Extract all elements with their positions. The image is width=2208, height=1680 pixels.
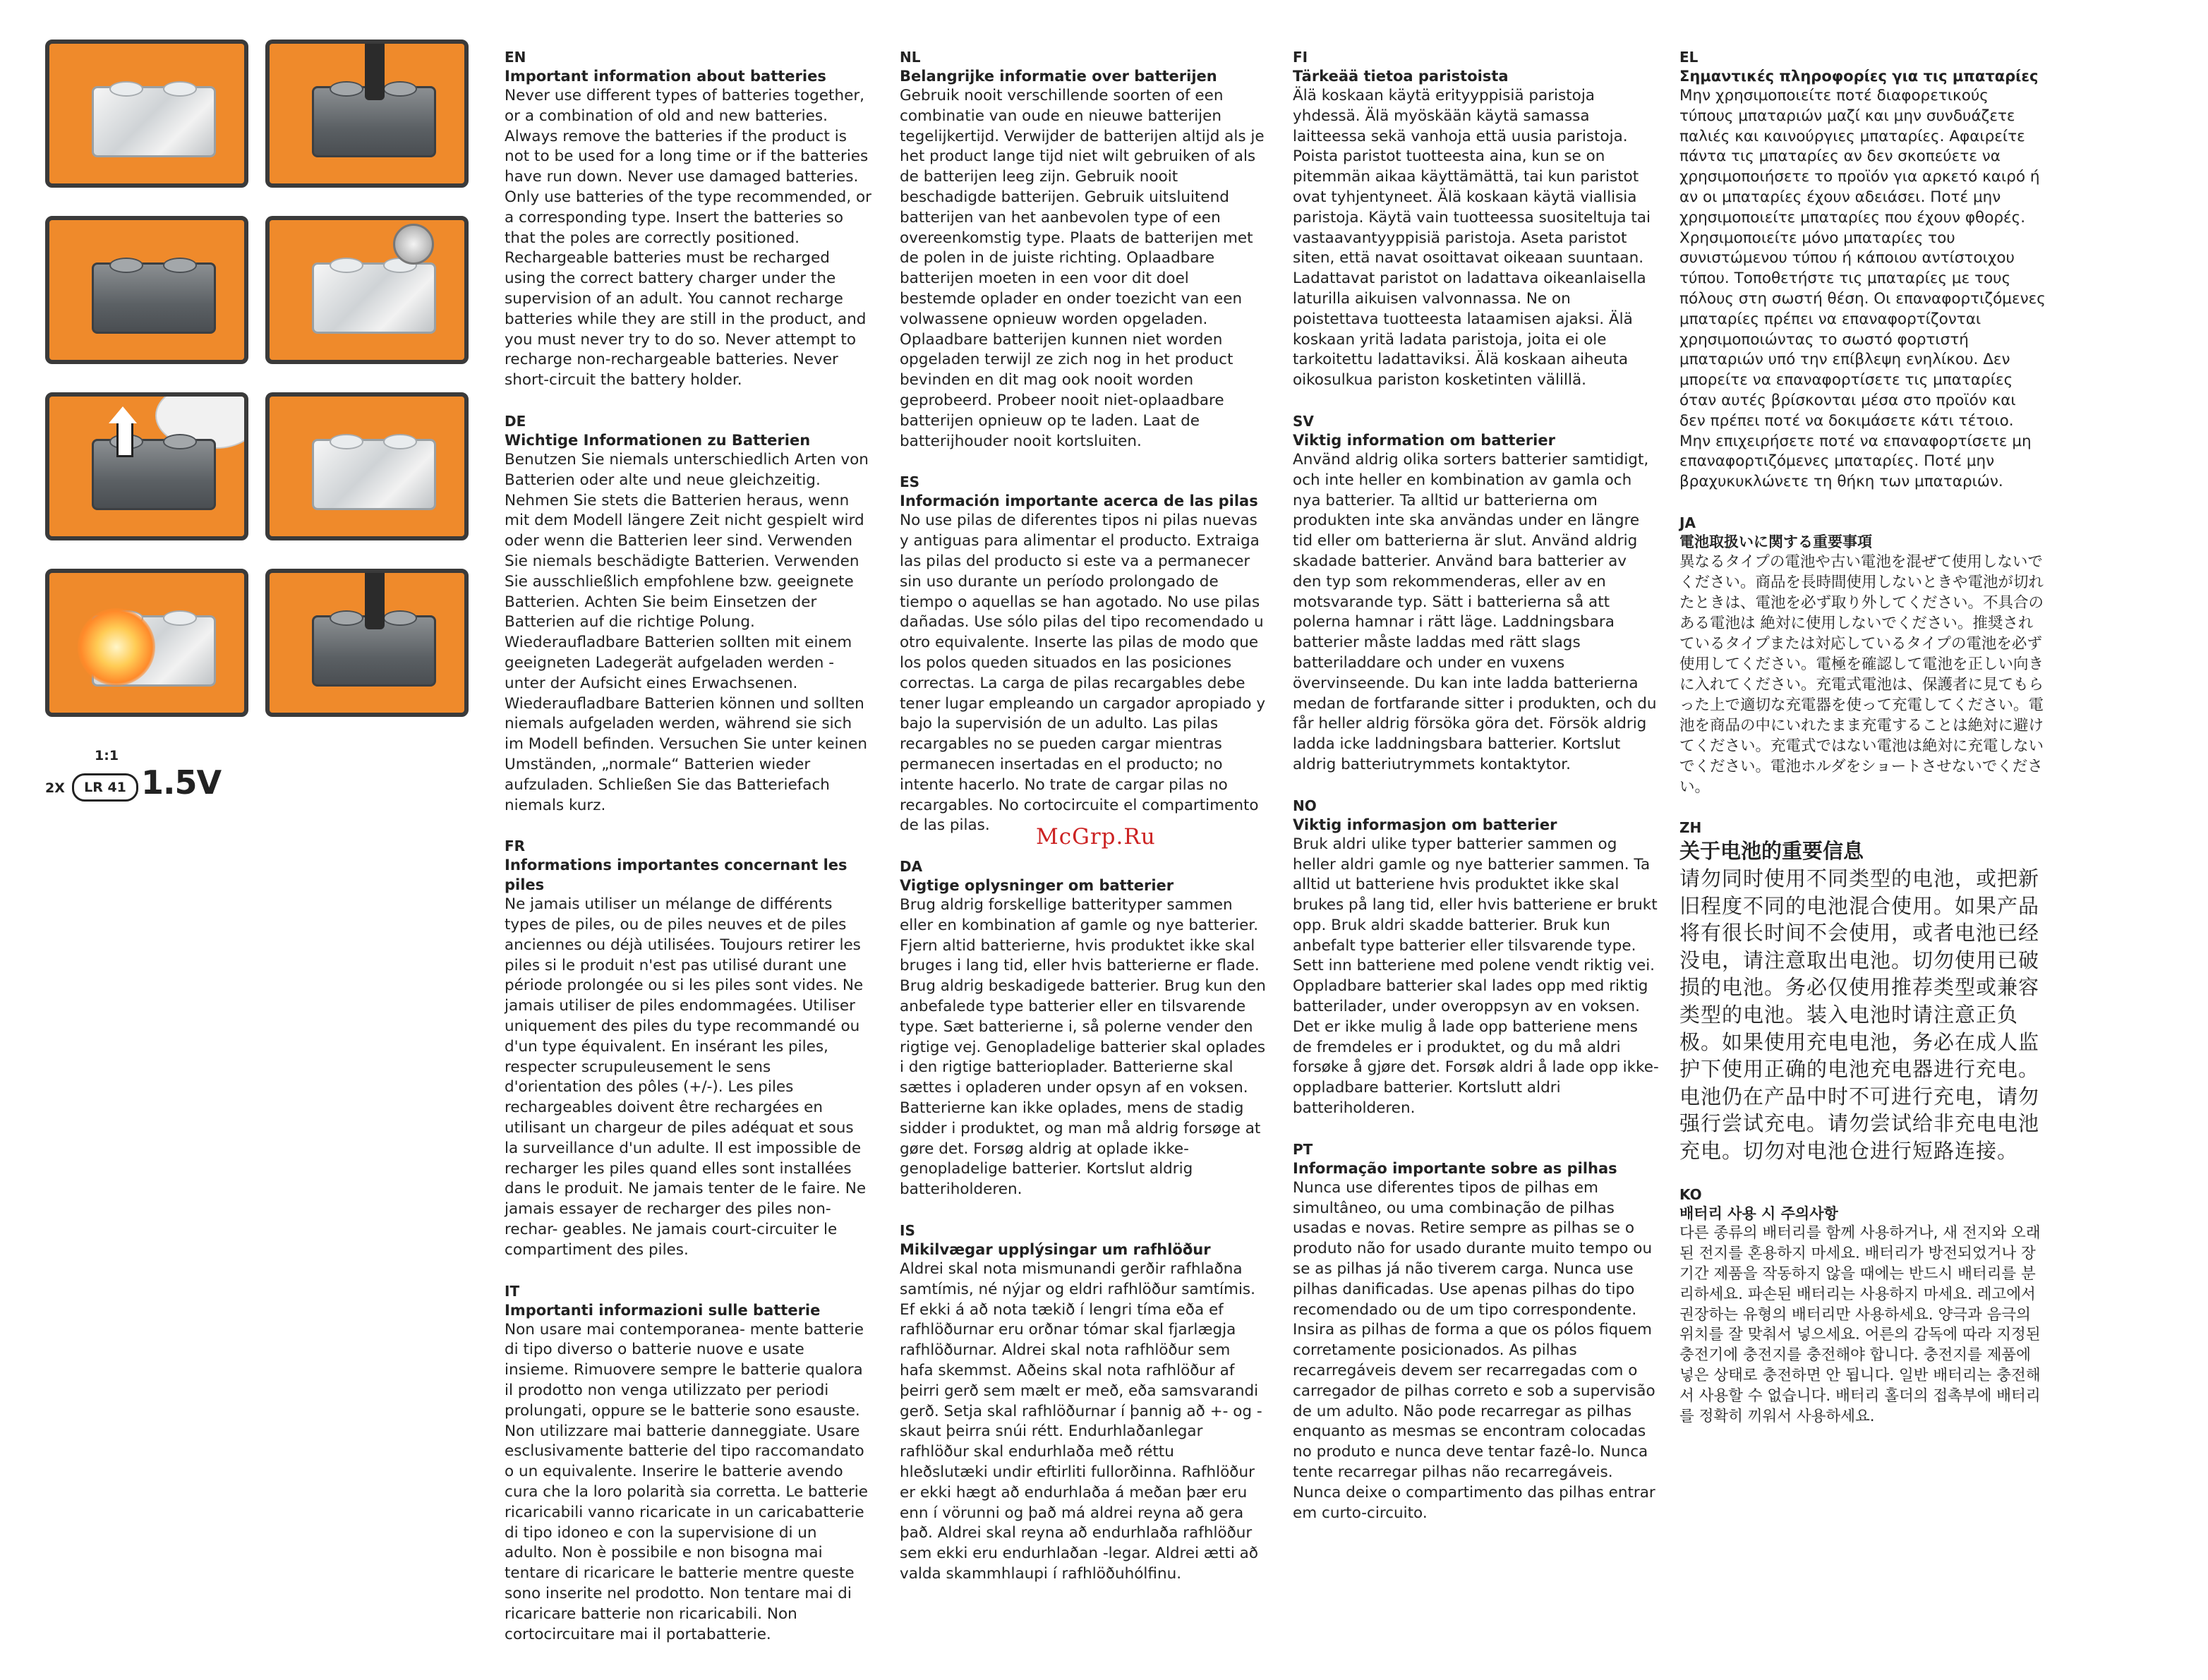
section-title: Tärkeää tietoa paristoista [1293, 68, 1509, 85]
section-body: 다른 종류의 배터리를 함께 사용하거나, 새 전지와 오래된 전지를 혼용하지 마세요. 배터리가 방전되었거나 장기간 제품을 작동하지 않을 때에는 반드시 배터리를 분리하세요. 파손된 배터리는 사용하지 마세요. 레고에서 권장하는 유형의 배터리만 사용하세요. 양극과 음극의 위치를 잘 맞춰서 넣으세요. 어른의 감독에 따라 지정된 충전기에 충전지를 충전해야 합니다. 충전지를 제품에 넣은 상태로 충전하면 안 됩니다. 일반 배터리는 충전해서 사용할 수 없습니다. 배터리 홀더의 접촉부에 배터리를 정확히 끼워서 사용하세요. [1679, 1224, 2041, 1425]
battery-spec [45, 748, 229, 804]
language-code: DE [505, 412, 526, 430]
gray-brick-icon [92, 439, 216, 510]
section-zh [1679, 818, 2046, 1165]
language-code: NL [900, 49, 921, 66]
coin-battery-icon [393, 224, 434, 265]
language-code: DA [900, 858, 923, 876]
up-arrow-icon [116, 421, 133, 457]
section-title: Información importante acerca de las pilas [900, 492, 1258, 510]
language-code: KO [1679, 1186, 1702, 1204]
section-de [505, 412, 871, 816]
language-code: NO [1293, 797, 1317, 814]
step-7-light-on [45, 569, 248, 717]
battery-ratio: 1:1 [95, 748, 119, 763]
section-title: 배터리 사용 시 주의사항 [1679, 1205, 1838, 1223]
section-fi [1293, 48, 1660, 391]
section-title: Σημαντικές πληροφορίες για τις μπαταρίες [1679, 68, 2039, 85]
light-burst-icon [78, 608, 155, 686]
clear-brick-icon [92, 86, 216, 157]
language-code: FI [1293, 49, 1308, 66]
screwdriver-icon [365, 40, 385, 100]
section-body: Brug aldrig forskellige batterityper sammen eller en kombination af gamle og nye batterier. Fjern altid batterierne, hvis produktet ikke skal bruges i lang tid, eller hvis batterierne er flade. Brug aldrig beskadigede batterier. Brug kun den anbefalede type batterier eller en tilsvarende type. Sæt batterierne i, så polerne vender den rigtige vej. Genopladelige batterier skal oplades i den rigtige batterioplader. Batterierne skal sættes i opladeren under opsyn af en voksen. Batterierne kan ikke oplades, mens de stadig sidder i produktet, og man må aldrig forsøge at gøre det. Forsøg aldrig at oplade ikke-genopladelige batterier. Kortslut aldrig batteriholderen. [900, 896, 1266, 1199]
section-body: Älä koskaan käytä erityyppisiä paristoja yhdessä. Älä myöskään käytä samassa laitteessa sekä vanhoja että uusia paristoja. Poista paristot tuotteesta aina, kun se on pitemmän aikaa käyttämättä, tai kun paristot ovat tyhjentyneet. Älä koskaan käytä viallisia paristoja. Käytä vain tuotteessa suositeltuja tai vastaavantyyppisiä paristoja. Aseta paristot siten, että navat osoittavat oikeaan suuntaan. Ladattavat paristot on ladattava oikeanlaisella laturilla aikuisen valvonnassa. Ne on poistettava tuotteesta lataamisen ajaksi. Älä koskaan yritä ladata paristoja, joita ei ole tarkoitettu ladattaviksi. Älä koskaan aiheuta oikosulkua pariston kosketinten välillä. [1293, 87, 1651, 389]
section-body: Nunca use diferentes tipos de pilhas em simultâneo, ou uma combinação de pilhas usadas e novas. Retire sempre as pilhas se o produto não for usado durante muito tempo ou se as pilhas já não tiverem carga. Nunca use pilhas danificadas. Use apenas pilhas do tipo recomendado ou de um tipo correspondente. Insira as pilhas de forma a que os pólos fiquem corretamente posicionados. As pilhas recarregáveis devem ser recarregadas com o carregador de pilhas correto e sob a supervisão de um adulto. Não pode recarregar as pilhas enquanto as mesmas se encontram colocadas no produto e nunca deve tentar fazê-lo. Nunca tente recarregar pilhas não recarregáveis. Nunca deixe o compartimento das pilhas entrar em curto-circuito. [1293, 1178, 1655, 1522]
section-title: 关于电池的重要信息 [1679, 838, 1864, 863]
section-title: Viktig information om batterier [1293, 431, 1555, 449]
battery-type: LR 41 [72, 773, 138, 802]
section-body: 请勿同时使用不同类型的电池，或把新旧程度不同的电池混合使用。如果产品将有很长时间不会使用，或者电池已经没电，请注意取出电池。切勿使用已破损的电池。务必仅使用推荐类型或兼容类型的电池。装入电池时请注意正负极。如果使用充电电池，务必在成人监护下使用正确的电池充电器进行充电。电池仍在产品中时不可进行充电，请勿强行尝试充电。请勿尝试给非充电电池充电。切勿对电池仓进行短路连接。 [1679, 866, 2040, 1163]
section-body: Använd aldrig olika sorters batterier samtidigt, och inte heller en kombination av gamla och nya batterier. Ta alltid ur batterierna om produkten inte ska användas under en längre tid eller om batterierna är slut. Använd aldrig skadade batterier. Använd bara batterier av den typ som rekommenderas, eller av en motsvarande typ. Sätt i batterierna så att polerna hamnar i rätt läge. Laddningsbara batterier måste laddas med rätt slags batteriladdare och under en vuxens övervinseende. Du kan inte ladda batterierna medan de fortfarande sitter i produkten, och du får heller aldrig försöka göra det. Försök aldrig ladda icke laddningsbara batterier. Kortslut aldrig batteriutrymmets kontaktytor. [1293, 450, 1657, 773]
section-title: Belangrijke informatie over batterijen [900, 68, 1217, 85]
section-body: Non usare mai contemporanea- mente batterie di tipo diverso o batterie nuove e usate insieme. Rimuovere sempre le batterie qualora il prodotto non venga utilizzato per periodi prolungati, oppure se le batterie sono esauste. Non utilizzare mai batterie danneggiate. Usare esclusivamente batterie del tipo raccomandato o un equivalente. Inserire le batterie avendo cura che la loro polarità sia corretta. Le batterie ricaricabili vanno ricaricate in un caricabatterie di tipo idoneo e con la supervisione di un adulto. Non è possibile e non bisogna mai tentare di ricaricare le batterie mentre queste sono inserite nel prodotto. Non tentare mai di ricaricare batterie non ricaricabili. Non cortocircuitare mai il portabatterie. [505, 1320, 869, 1643]
section-nl [900, 48, 1267, 452]
language-code: PT [1293, 1140, 1313, 1158]
section-body: Gebruik nooit verschillende soorten of een combinatie van oude en nieuwe batterijen tegelijkertijd. Verwijder de batterijen altijd als je het product lange tijd niet wilt gebruiken of als de batterijen leeg zijn. Gebruik nooit beschadigde batterijen. Gebruik uitsluitend batterijen van het aanbevolen type of een overeenkomstig type. Plaats de batterijen met de polen in de juiste richting. Oplaadbare batterijen moeten in een voor dit doel bestemde oplader en onder toezicht van een volwassene opnieuw worden opgeladen. Oplaadbare batterijen kunnen niet worden opgeladen terwijl ze zich nog in het product bevinden en dit mag ook nooit worden geprobeerd. Probeer nooit niet-oplaadbare batterijen opnieuw op te laden. Laat de batterijhouder nooit kortsluiten. [900, 87, 1265, 450]
language-code: IS [900, 1222, 915, 1240]
language-code: IT [505, 1282, 520, 1300]
clear-brick-icon [312, 262, 436, 334]
language-code: ZH [1679, 818, 1702, 836]
section-title: Informations importantes concernant les piles [505, 857, 847, 894]
step-1-clear-brick [45, 40, 248, 188]
step-6-clear-brick [265, 392, 469, 540]
section-sv [1293, 412, 1660, 775]
language-code: JA [1679, 514, 1696, 531]
language-code: FR [505, 838, 526, 855]
section-title: Vigtige oplysninger om batterier [900, 877, 1174, 895]
column-3 [1293, 48, 1660, 1545]
section-title: 電池取扱いに関する重要事項 [1679, 533, 1872, 550]
section-title: Important information about batteries [505, 68, 826, 85]
language-code: EL [1679, 49, 1699, 66]
step-8-screw [265, 569, 469, 717]
screwdriver-icon [365, 569, 385, 629]
section-no [1293, 797, 1660, 1119]
section-el [1679, 48, 2046, 492]
section-title: Wichtige Informationen zu Batterien [505, 431, 811, 449]
section-en [505, 48, 871, 391]
language-code: SV [1293, 412, 1314, 430]
section-title: Viktig informasjon om batterier [1293, 816, 1557, 833]
clear-brick-icon [312, 439, 436, 510]
step-4-insert-battery [265, 216, 469, 364]
step-3-open-lid [45, 216, 248, 364]
language-code: ES [900, 473, 920, 491]
section-body: Μην χρησιμοποιείτε ποτέ διαφορετικούς τύπους μπαταριών μαζί και μην συνδυάζετε παλιές και καινούργιες μπαταρίες. Αφαιρείτε πάντα τις μπαταρίες αν δεν σκοπεύετε να χρησιμοποιήσετε το προϊόν για αρκετό καιρό ή αν οι μπαταρίες έχουν αδειάσει. Ποτέ μην χρησιμοποιείτε μπαταρίες που έχουν φθορές. Χρησιμοποιείτε μόνο μπαταρίες του συνιστώμενου τύπου ή κάποιου αντίστοιχου τύπου. Τοποθετήστε τις μπαταρίες με τους πόλους στη σωστή θέση. Οι επαναφορτιζόμενες μπαταρίες πρέπει να επαναφορτίζονται χρησιμοποιώντας το σωστό φορτιστή μπαταριών υπό την επίβλεψη ενηλίκου. Δεν μπορείτε να επαναφορτίσετε τις μπαταρίες όταν αυτές βρίσκονται μέσα στο προϊόν και δεν πρέπει ποτέ να δοκιμάσετε κάτι τέτοιο. Μην επιχειρήσετε ποτέ να επαναφορτίσετε μη επαναφορτιζόμενες μπαταρίες. Ποτέ μην βραχυκυκλώνετε τη θήκη των μπαταριών. [1679, 87, 2046, 491]
column-1 [505, 48, 871, 1666]
section-da [900, 857, 1267, 1200]
section-title: Importanti informazioni sulle batterie [505, 1301, 821, 1319]
section-title: Informação importante sobre as pilhas [1293, 1159, 1617, 1177]
step-5-remove-lid [45, 392, 248, 540]
section-ko [1679, 1185, 2046, 1427]
language-code: EN [505, 49, 526, 66]
section-body: 異なるタイプの電池や古い電池を混ぜて使用しないでください。商品を長時間使用しないときや電池が切れたときは、電池を必ず取り外してください。不具合のある電池は 絶対に使用しないでください。推奨されているタイプまたは対応しているタイプの電池を必ず使用してください。電極を確認して電池を正しい向きに入れてください。充電式電池は、保護者に見てもらった上で適切な充電器を使って充電してください。電池を商品の中にいれたまま充電することは絶対に避けてください。充電式ではない電池は絶対に充電しないでください。電池ホルダをショートさせないでください。 [1679, 552, 2044, 796]
battery-quantity: 2X [45, 780, 65, 796]
section-fr [505, 837, 871, 1260]
section-body: Benutzen Sie niemals unterschiedlich Arten von Batterien oder alte und neue gleichzeitig. Nehmen Sie stets die Batterien heraus, wenn mit dem Modell längere Zeit nicht gespielt wird oder wenn die Batterien leer sind. Verwenden Sie niemals beschädigte Batterien. Verwenden Sie ausschließlich empfohlene bzw. geeignete Batterien. Achten Sie beim Einsetzen der Batterien auf die richtige Polung. Wiederaufladbare Batterien sollten mit einem geeigneten Ladegerät aufgeladen werden - unter der Aufsicht eines Erwachsenen. Wiederaufladbare Batterien können und sollten niemals aufgeladen werden, während sie sich im Modell befinden. Versuchen Sie unter keinen Umständen, „normale“ Batterien wieder aufzuladen. Schließen Sie das Batteriefach niemals kurz. [505, 450, 869, 814]
section-body: No use pilas de diferentes tipos ni pilas nuevas y antiguas para alimentar el producto. Extraiga las pilas del producto si este va a permanecer sin uso durante un período prolongado de tiempo o aquellas se han agotado. No use pilas dañadas. Use sólo pilas del tipo recomendado u otro equivalente. Inserte las pilas de modo que los polos queden situados en las posiciones correctas. La carga de pilas recargables debe tener lugar empleando un cargador apropiado y bajo la supervisión de un adulto. Las pilas recargables no se pueden cargar mientras permanecen insertadas en el producto; no intente hacerlo. No trate de cargar pilas no recargables. No cortocircuite el compartimento de las pilas. [900, 512, 1266, 835]
section-title: Mikilvægar upplýsingar um rafhlöður [900, 1241, 1211, 1259]
section-body: Bruk aldri ulike typer batterier sammen og heller aldri gamle og nye batterier sammen. Ta alltid ut batteriene hvis produktet ikke skal brukes på lang tid, eller hvis batteriene er brukt opp. Bruk aldri skadde batterier. Bruk kun anbefalt type batterier eller tilsvarende type. Sett inn batteriene med polene vendt riktig vei. Oppladbare batterier skal lades opp med riktig batterilader, under overoppsyn av en voksen. Det er ikke mulig å lade opp batteriene mens de fremdeles er i produktet, og du må aldri forsøke å gjøre det. Forsøk aldri å lade opp ikke-oppladbare batterier. Kortslutt aldri batteriholderen. [1293, 835, 1659, 1118]
watermark: McGrp.Ru [1036, 824, 1156, 850]
section-it [505, 1282, 871, 1645]
section-pt [1293, 1140, 1660, 1524]
gray-brick-icon [92, 262, 216, 334]
section-body: Ne jamais utiliser un mélange de différents types de piles, ou de piles neuves et de piles anciennes ou déjà utilisées. Toujours retirer les piles si le produit n'est pas utilisé durant une période prolongée ou si les piles sont vides. Ne jamais utiliser de piles endommagées. Utiliser uniquement des piles du type recommandé ou d'un type équivalent. En insérant les piles, respecter scrupuleusement le sens d'orientation des pôles (+/-). Les piles rechargeables doivent être rechargées en utilisant un chargeur de piles adéquat et sous la surveillance d'un adulte. Il est impossible de recharger les piles quand elles sont installées dans le produit. Ne jamais tenter de le faire. Ne jamais essayer de recharger des piles non-rechar- geables. Ne jamais court-circuiter le compartiment des piles. [505, 895, 867, 1259]
section-is [900, 1221, 1267, 1585]
section-body: Never use different types of batteries together, or a combination of old and new batteries. Always remove the batteries if the product is not to be used for a long time or if the batteries have run down. Never use damaged batteries. Only use batteries of the type recommended, or a corresponding type. Insert the batteries so that the poles are correctly positioned. Rechargeable batteries must be recharged using the correct battery charger under the supervision of an adult. You cannot recharge batteries while they are still in the product, and you must never try to do so. Never attempt to recharge non-rechargeable batteries. Never short-circuit the battery holder. [505, 87, 871, 389]
section-es [900, 473, 1267, 836]
section-ja [1679, 514, 2046, 797]
battery-voltage: 1.5V [141, 763, 222, 802]
step-2-unscrew [265, 40, 469, 188]
section-body: Aldrei skal nota mismunandi gerðir rafhlaðna samtímis, né nýjar og eldri rafhlöður samtímis. Ef ekki á að nota tækið í lengri tíma eða ef rafhlöðurnar eru orðnar tómar skal fjarlægja rafhlöðurnar. Aldrei skal nota rafhlöður sem hafa skemmst. Aðeins skal nota rafhlöður af þeirri gerð sem mælt er með, eða samsvarandi gerð. Setja skal rafhlöðurnar í þannig að +- og -skaut þeirra snúi rétt. Endurhlaðanlegar rafhlöður skal endurhlaða með réttu hleðslutæki undir eftirliti fullorðinna. Rafhlöður er ekki hægt að endurhlaða á meðan þær eru enn í vörunni og það má aldrei reyna að gera það. Aldrei skal reyna að endurhlaða rafhlöður sem ekki eru endurhlaðan -legar. Aldrei ætti að valda skammhlaupi í rafhlöðuhólfinu. [900, 1260, 1262, 1583]
column-4 [1679, 48, 2046, 1448]
